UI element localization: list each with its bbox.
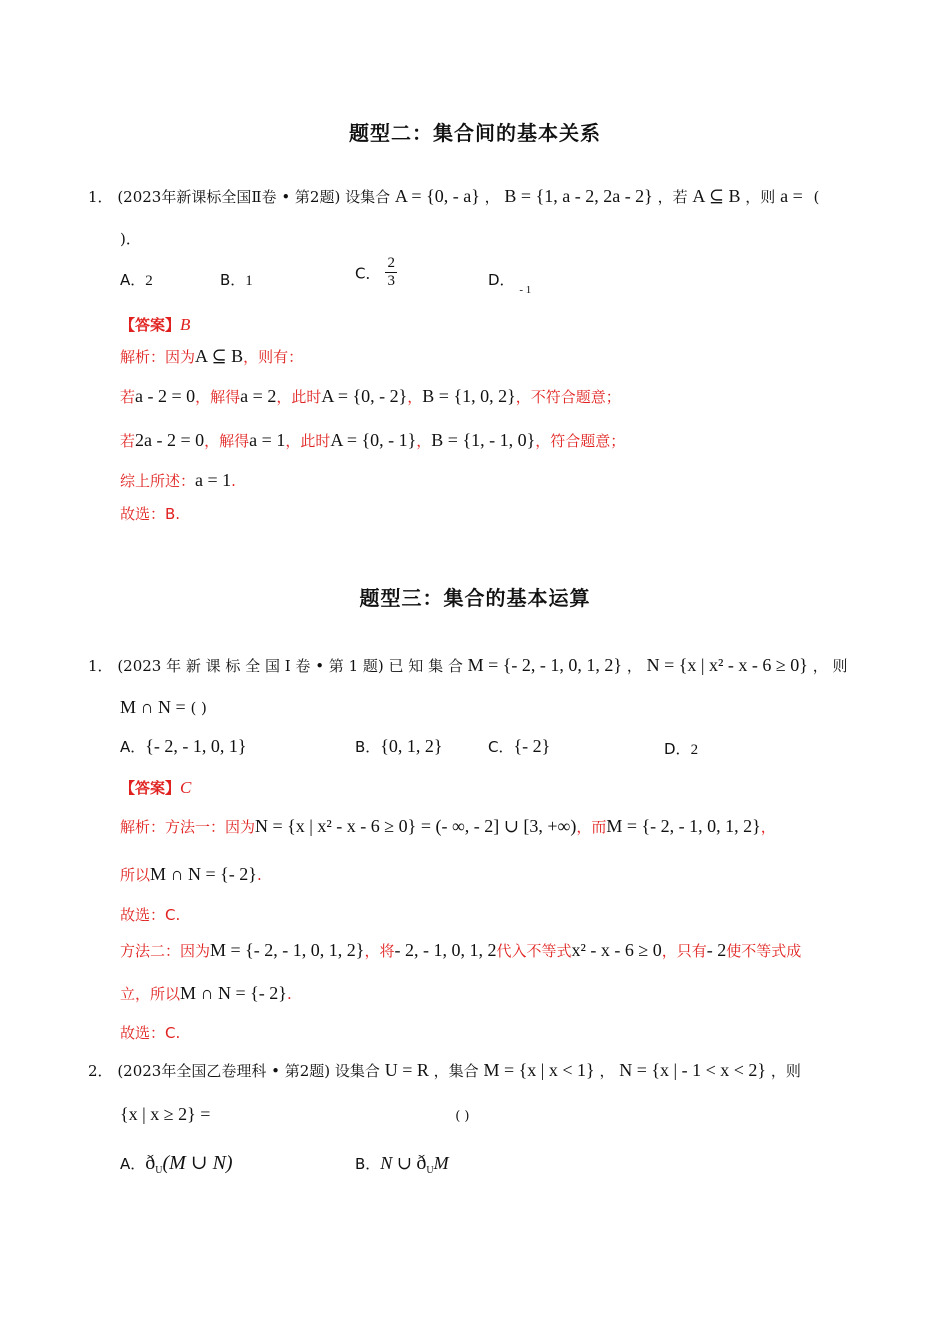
answer-line [120,314,190,335]
solution-math: M ∩ N = {- 2} [150,864,257,884]
answer-paren: ( ) [190,699,207,717]
answer-label: 【答案】 [120,316,181,334]
solution-text: ， [760,818,776,836]
option-label: A． [120,271,146,289]
solution-choice: 故选：B. [120,505,181,523]
solution-math: B = {1, 0, 2} [422,386,516,406]
option-label: C． [355,264,381,283]
solution-math: A = {0, - 2} [321,386,408,406]
solution-choice: 故选：C. [120,1024,181,1042]
section-title: 题型二：集合间的基本关系 [349,121,601,145]
solution-line-4 [120,470,236,491]
solution-math: x² - x - 6 ≥ 0 [571,940,662,960]
question-source: (2023年新课标全国Ⅱ卷 • 第2题) [117,188,341,206]
solution-text: 解析：因为 [120,348,196,366]
answer-value: C [180,778,192,797]
option-value: - 1 [519,284,532,296]
option-a[interactable] [120,1150,233,1176]
solution-line-2 [120,386,621,407]
set-m: M = {x | x < 1} [483,1060,595,1080]
answer-paren: ( ) [455,1109,470,1124]
question-number: 2． [88,1062,113,1080]
stem-text: ， [599,1062,615,1080]
option-c[interactable] [488,736,550,757]
solution-text: 解析：方法一：因为 [120,818,256,836]
option-value: 2 [145,273,153,289]
solution-choice: 故选：C. [120,906,181,924]
solution-math: 2a - 2 = 0 [135,430,205,450]
section-title: 题型三：集合的基本运算 [359,586,591,610]
complement-symbol: ð [416,1152,427,1174]
solution-line-2 [120,864,262,885]
answer-label: 【答案】 [120,779,181,797]
option-b[interactable] [355,1152,449,1176]
solution-text: 立，所以 [120,985,181,1003]
stem-text: ， 则 [812,657,848,675]
question-stem-cont [120,1104,469,1125]
question-number: 1． [88,657,113,675]
solution-text: ，解得 [195,388,241,406]
question-stem-cont [120,697,207,718]
option-label: B． [355,1155,381,1173]
fraction-denominator: 3 [387,273,396,290]
solution-text: ，不符合题意； [515,388,621,406]
solution-text: ， [416,432,432,450]
solution-math: a = 1 [195,470,232,490]
option-value: {- 2, - 1, 0, 1} [145,736,247,756]
intersection-expr: M ∩ N = [120,697,186,717]
option-d[interactable] [488,269,532,296]
unknown-a: a = [780,186,803,206]
fraction-numerator: 2 [387,255,396,271]
set-n: N = {x | x² - x - 6 ≥ 0} [646,655,808,675]
option-value: {- 2} [513,736,551,756]
fraction [385,255,397,291]
stem-text: 设集合 [334,1062,380,1080]
solution-line-5 [120,983,292,1004]
solution-text: 方法二：因为 [120,942,211,960]
solution-text: . [286,985,292,1003]
solution-math: N = {x | x² - x - 6 ≥ 0} = (- ∞, - 2] ∪ [3, +∞) [255,816,577,836]
solution-text: 所以 [120,866,151,884]
option-a[interactable] [120,736,247,757]
solution-math: M ∩ N = {- 2} [180,983,287,1003]
solution-text: 使不等式成 [726,942,802,960]
solution-math: a = 2 [240,386,277,406]
stem-text: 设集合 [345,188,391,206]
solution-text: ，而 [576,818,607,836]
option-value: N ∪ [380,1153,417,1173]
option-label: A． [120,738,146,756]
question-stem [88,655,848,676]
set-a: A = {0, - a} [394,186,480,206]
solution-line-4 [120,940,801,961]
option-value: 1 [245,273,253,289]
set-u: U = R [384,1060,429,1080]
answer-line [120,777,191,798]
solution-text: . [231,472,236,490]
option-value: (M ∪ N) [162,1152,233,1174]
option-value: 2 [690,742,699,758]
answer-paren: ( [813,188,820,206]
solution-math: a = 1 [249,430,286,450]
stem-text: ， [484,188,500,206]
solution-text: 若 [120,432,136,450]
option-b[interactable] [355,736,443,757]
solution-text: 综上所述： [120,472,196,490]
option-label: A． [120,1155,146,1173]
stem-text: ，若 [657,188,688,206]
solution-line-1 [120,346,303,367]
solution-math: - 2 [706,940,727,960]
solution-text: . [256,866,262,884]
stem-text: ， [626,657,642,675]
subset-condition: A ⊆ B [692,186,741,206]
question-source: (2023 年 新 课 标 全 国 Ⅰ 卷 • 第 1 题) [117,657,384,675]
option-a[interactable] [120,269,153,290]
stem-text: ，集合 [433,1062,479,1080]
stem-text: ，则 [745,188,776,206]
set-n: N = {x | - 1 < x < 2} [619,1060,767,1080]
set-m: M = {- 2, - 1, 0, 1, 2} [467,655,623,675]
solution-math: - 2, - 1, 0, 1, 2 [394,940,497,960]
solution-text: 代入不等式 [496,942,572,960]
solution-text: ，此时 [285,432,331,450]
option-label: D． [664,740,691,758]
option-value: M [433,1153,449,1173]
stem-text: ，则 [770,1062,801,1080]
solution-math: M = {- 2, - 1, 0, 1, 2} [210,940,365,960]
option-c[interactable] [355,255,397,291]
option-label: D． [488,271,515,289]
solution-line-3 [120,430,625,451]
question-stem-cont: )． [120,230,141,248]
option-d[interactable] [664,738,698,759]
solution-math: B = {1, - 1, 0} [431,430,536,450]
complement-subscript: U [426,1165,434,1176]
question-number: 1． [88,188,113,206]
solution-math: A = {0, - 1} [330,430,417,450]
set-expr: {x | x ≥ 2} = [120,1104,211,1124]
complement-subscript: U [155,1165,163,1176]
solution-math: a - 2 = 0 [135,386,196,406]
question-stem [88,186,819,207]
solution-text: ，符合题意； [535,432,626,450]
option-label: C． [488,738,514,756]
solution-text: ，只有 [661,942,707,960]
solution-text: ， [407,388,423,406]
stem-text: 已 知 集 合 [388,657,463,675]
question-source: (2023年全国乙卷理科 • 第2题) [117,1062,331,1080]
solution-text: 若 [120,388,136,406]
complement-symbol: ð [145,1152,156,1174]
solution-text: ，则有： [243,348,304,366]
option-label: B． [220,271,246,289]
solution-math: M = {- 2, - 1, 0, 1, 2} [606,816,761,836]
solution-line-1 [120,816,776,837]
solution-text: ，解得 [204,432,250,450]
option-b[interactable] [220,269,253,290]
solution-math: A ⊆ B [195,346,244,366]
solution-text: ，此时 [276,388,322,406]
solution-text: ，将 [364,942,395,960]
option-value: {0, 1, 2} [380,736,443,756]
answer-value: B [180,315,191,334]
option-label: B． [355,738,381,756]
set-b: B = {1, a - 2, 2a - 2} [504,186,653,206]
question-stem [88,1060,801,1081]
